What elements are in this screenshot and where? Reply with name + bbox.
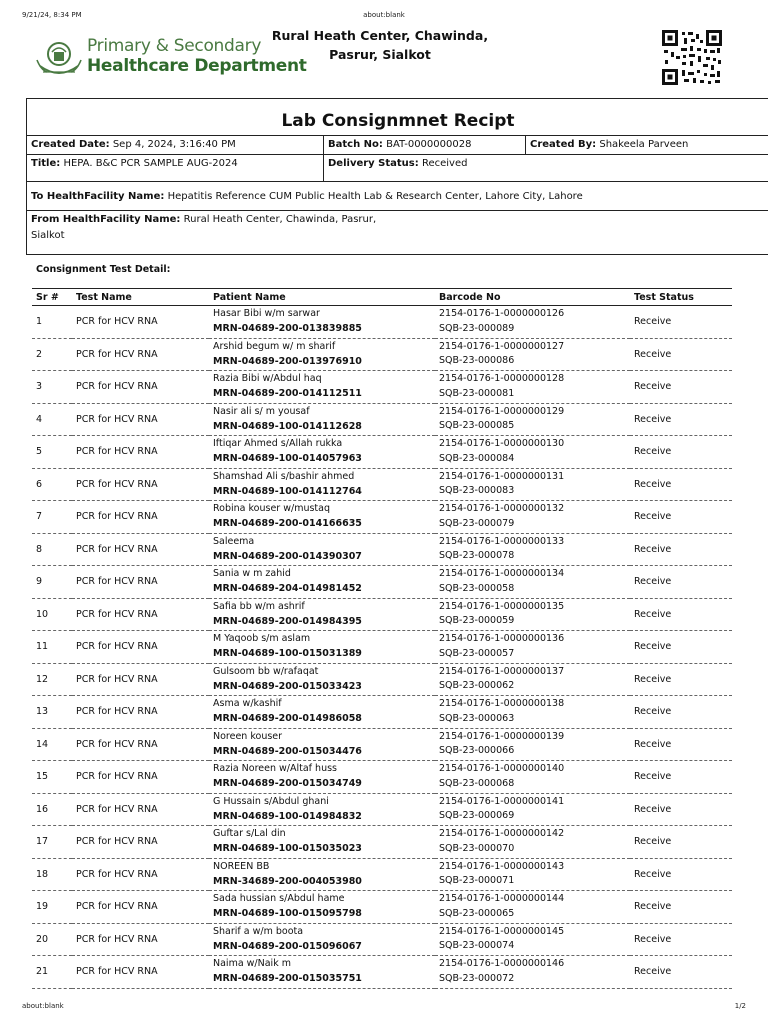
column-header-barcode: Barcode No [435,289,630,306]
footer-page-number: 1/2 [734,1002,746,1010]
patient-name: Sada hussian s/Abdul hame [213,893,345,905]
sample-code: SQB-23-000066 [439,745,515,757]
patient-name: Razia Bibi w/Abdul haq [213,373,322,385]
table-row [32,338,732,371]
created-by-cell [525,136,768,154]
patient-name: Asma w/kashif [213,698,282,710]
patient-name: Sania w m zahid [213,568,291,580]
cell-sr: 5 [32,436,72,469]
cell-patient [209,663,435,696]
cell-test-name: PCR for HCV RNA [72,923,209,956]
cell-sr: 6 [32,468,72,501]
patient-mrn: MRN-04689-200-015034476 [213,745,362,757]
created-date-cell [27,136,323,154]
logo-line2: Healthcare Department [87,56,307,76]
cell-test-name: PCR for HCV RNA [72,663,209,696]
cell-sr: 2 [32,338,72,371]
column-header-test-name: Test Name [72,289,209,306]
cell-barcode [435,793,630,826]
delivery-status-value: Received [421,158,468,169]
cell-sr: 3 [32,371,72,404]
barcode-number: 2154-0176-1-0000000132 [439,503,565,515]
barcode-number: 2154-0176-1-0000000126 [439,308,565,320]
sample-code: SQB-23-000070 [439,842,515,854]
sample-code: SQB-23-000083 [439,485,515,497]
patient-name: G Hussain s/Abdul ghani [213,795,329,807]
cell-patient [209,891,435,924]
to-facility-cell [27,188,768,205]
table-row [32,566,732,599]
cell-test-name: PCR for HCV RNA [72,436,209,469]
barcode-number: 2154-0176-1-0000000128 [439,373,565,385]
cell-barcode [435,371,630,404]
patient-mrn: MRN-04689-100-015035023 [213,843,362,855]
title-label: Title: [31,158,61,169]
barcode-number: 2154-0176-1-0000000127 [439,340,565,352]
patient-name: Sharif a w/m boota [213,925,304,937]
sample-code: SQB-23-000072 [439,972,515,984]
cell-test-status: Receive [630,663,732,696]
footer-url: about:blank [22,1002,64,1010]
cell-patient [209,728,435,761]
section-title: Consignment Test Detail: [36,264,171,275]
cell-barcode [435,338,630,371]
sample-code: SQB-23-000085 [439,420,515,432]
table-header-row [32,289,732,306]
table-row [32,793,732,826]
patient-mrn: MRN-04689-204-014981452 [213,583,362,595]
table-row [32,663,732,696]
print-url: about:blank [363,11,405,19]
facility-heading-line1: Rural Heath Center, Chawinda, [271,28,489,43]
sample-code: SQB-23-000058 [439,582,515,594]
patient-name: Noreen kouser [213,730,283,742]
delivery-status-cell [323,155,768,181]
receipt-row-from [27,211,768,254]
batch-no-cell [323,136,525,154]
barcode-number: 2154-0176-1-0000000138 [439,698,565,710]
cell-test-status: Receive [630,761,732,794]
cell-test-status: Receive [630,566,732,599]
cell-test-name: PCR for HCV RNA [72,598,209,631]
cell-test-status: Receive [630,338,732,371]
barcode-number: 2154-0176-1-0000000130 [439,438,565,450]
cell-sr: 14 [32,728,72,761]
cell-patient [209,956,435,989]
barcode-number: 2154-0176-1-0000000146 [439,958,565,970]
sample-code: SQB-23-000071 [439,875,515,887]
cell-barcode [435,891,630,924]
cell-sr: 7 [32,501,72,534]
cell-barcode [435,403,630,436]
cell-sr: 16 [32,793,72,826]
cell-sr: 20 [32,923,72,956]
cell-test-status: Receive [630,371,732,404]
patient-mrn: MRN-04689-200-014112511 [213,388,362,400]
cell-test-name: PCR for HCV RNA [72,696,209,729]
table-row [32,598,732,631]
facility-heading-line2: Pasrur, Sialkot [329,47,431,62]
cell-patient [209,696,435,729]
table-row [32,728,732,761]
punjab-emblem-icon [34,36,84,78]
barcode-number: 2154-0176-1-0000000134 [439,568,565,580]
patient-mrn: MRN-04689-200-015035751 [213,973,362,985]
table-row [32,403,732,436]
patient-mrn: MRN-04689-100-015095798 [213,908,362,920]
patient-mrn: MRN-04689-200-015096067 [213,940,362,952]
cell-sr: 1 [32,306,72,339]
table-row [32,501,732,534]
sample-code: SQB-23-000078 [439,550,515,562]
cell-test-name: PCR for HCV RNA [72,761,209,794]
cell-test-name: PCR for HCV RNA [72,956,209,989]
cell-sr: 17 [32,826,72,859]
cell-patient [209,631,435,664]
cell-barcode [435,923,630,956]
sample-code: SQB-23-000057 [439,647,515,659]
cell-patient [209,468,435,501]
qr-code-icon [662,30,722,85]
created-date-value: Sep 4, 2024, 3:16:40 PM [112,139,236,150]
patient-name: Hasar Bibi w/m sarwar [213,308,320,320]
department-logo [34,34,307,82]
table-row [32,761,732,794]
sample-code: SQB-23-000089 [439,322,515,334]
patient-name: Guftar s/Lal din [213,828,286,840]
created-by-label: Created By: [530,139,597,150]
cell-test-status: Receive [630,891,732,924]
cell-barcode [435,501,630,534]
created-by-value: Shakeela Parveen [599,139,689,150]
cell-sr: 13 [32,696,72,729]
patient-name: Razia Noreen w/Altaf huss [213,763,337,775]
patient-mrn: MRN-04689-200-014984395 [213,615,362,627]
patient-name: Gulsoom bb w/rafaqat [213,665,319,677]
barcode-number: 2154-0176-1-0000000142 [439,828,565,840]
cell-patient [209,436,435,469]
sample-code: SQB-23-000084 [439,452,515,464]
cell-test-name: PCR for HCV RNA [72,891,209,924]
cell-barcode [435,728,630,761]
cell-test-name: PCR for HCV RNA [72,631,209,664]
batch-no-value: BAT-0000000028 [386,139,472,150]
cell-test-name: PCR for HCV RNA [72,533,209,566]
cell-barcode [435,858,630,891]
cell-test-status: Receive [630,696,732,729]
patient-mrn: MRN-04689-100-015031389 [213,648,362,660]
cell-sr: 15 [32,761,72,794]
sample-code: SQB-23-000065 [439,907,515,919]
cell-barcode [435,761,630,794]
barcode-number: 2154-0176-1-0000000133 [439,535,565,547]
patient-name: Safia bb w/m ashrif [213,600,305,612]
patient-mrn: MRN-04689-200-014986058 [213,713,362,725]
cell-patient [209,403,435,436]
cell-test-name: PCR for HCV RNA [72,306,209,339]
from-facility-value-line2: Sialkot [31,230,65,241]
cell-test-status: Receive [630,728,732,761]
receipt-title: Lab Consignmnet Recipt [27,99,768,136]
cell-test-name: PCR for HCV RNA [72,728,209,761]
cell-test-name: PCR for HCV RNA [72,403,209,436]
cell-barcode [435,468,630,501]
created-date-label: Created Date: [31,139,110,150]
patient-mrn: MRN-04689-100-014112628 [213,420,362,432]
cell-test-status: Receive [630,858,732,891]
table-body [32,306,732,989]
to-facility-value: Hepatitis Reference CUM Public Health Lab & Research Center, Lahore City, Lahore [167,190,583,202]
cell-test-name: PCR for HCV RNA [72,858,209,891]
cell-test-status: Receive [630,436,732,469]
patient-name: Robina kouser w/mustaq [213,503,331,515]
cell-test-status: Receive [630,923,732,956]
cell-test-status: Receive [630,956,732,989]
cell-test-name: PCR for HCV RNA [72,338,209,371]
table-row [32,468,732,501]
cell-sr: 21 [32,956,72,989]
cell-patient [209,761,435,794]
cell-sr: 12 [32,663,72,696]
title-value: HEPA. B&C PCR SAMPLE AUG-2024 [63,158,238,169]
cell-test-status: Receive [630,468,732,501]
patient-name: Saleema [213,535,255,547]
cell-sr: 8 [32,533,72,566]
patient-name: Shamshad Ali s/bashir ahmed [213,470,355,482]
table-row [32,371,732,404]
cell-test-status: Receive [630,631,732,664]
sample-code: SQB-23-000081 [439,387,515,399]
cell-test-status: Receive [630,826,732,859]
cell-patient [209,598,435,631]
barcode-number: 2154-0176-1-0000000144 [439,893,565,905]
cell-barcode [435,663,630,696]
table-row [32,631,732,664]
cell-barcode [435,956,630,989]
patient-name: M Yaqoob s/m aslam [213,633,311,645]
table-row [32,858,732,891]
patient-name: NOREEN BB [213,860,270,872]
from-facility-value-line1: Rural Heath Center, Chawinda, Pasrur, [183,214,377,225]
cell-test-status: Receive [630,306,732,339]
cell-test-status: Receive [630,598,732,631]
to-facility-label: To HealthFacility Name: [31,190,165,202]
cell-test-name: PCR for HCV RNA [72,793,209,826]
patient-mrn: MRN-04689-100-014057963 [213,453,362,465]
patient-name: Arshid begum w/ m sharif [213,340,336,352]
barcode-number: 2154-0176-1-0000000137 [439,665,565,677]
cell-test-status: Receive [630,793,732,826]
cell-test-status: Receive [630,403,732,436]
table-row [32,436,732,469]
patient-mrn: MRN-04689-200-013976910 [213,355,362,367]
column-header-patient-name: Patient Name [209,289,435,306]
cell-barcode [435,826,630,859]
column-header-sr: Sr # [32,289,72,306]
receipt-row-to [27,182,768,211]
cell-patient [209,371,435,404]
cell-test-name: PCR for HCV RNA [72,566,209,599]
cell-test-status: Receive [630,501,732,534]
cell-barcode [435,566,630,599]
sample-code: SQB-23-000059 [439,615,515,627]
receipt-box [26,98,768,255]
consignment-test-table [32,288,732,989]
patient-mrn: MRN-34689-200-004053980 [213,875,362,887]
barcode-number: 2154-0176-1-0000000141 [439,795,565,807]
cell-barcode [435,436,630,469]
sample-code: SQB-23-000068 [439,777,515,789]
barcode-number: 2154-0176-1-0000000131 [439,470,565,482]
cell-patient [209,566,435,599]
cell-sr: 4 [32,403,72,436]
sample-code: SQB-23-000086 [439,355,515,367]
cell-test-name: PCR for HCV RNA [72,501,209,534]
patient-mrn: MRN-04689-200-013839885 [213,323,362,335]
print-datetime: 9/21/24, 8:34 PM [22,11,82,19]
patient-mrn: MRN-04689-100-014112764 [213,485,362,497]
sample-code: SQB-23-000074 [439,940,515,952]
cell-patient [209,306,435,339]
cell-sr: 19 [32,891,72,924]
cell-sr: 11 [32,631,72,664]
logo-line1: Primary & Secondary [87,36,262,56]
table-row [32,923,732,956]
cell-sr: 18 [32,858,72,891]
sample-code: SQB-23-000062 [439,680,515,692]
barcode-number: 2154-0176-1-0000000143 [439,860,565,872]
sample-code: SQB-23-000079 [439,517,515,529]
barcode-number: 2154-0176-1-0000000140 [439,763,565,775]
cell-patient [209,826,435,859]
barcode-number: 2154-0176-1-0000000136 [439,633,565,645]
table-row [32,956,732,989]
patient-mrn: MRN-04689-200-015033423 [213,680,362,692]
patient-mrn: MRN-04689-200-014166635 [213,518,362,530]
table-row [32,533,732,566]
cell-patient [209,338,435,371]
barcode-number: 2154-0176-1-0000000129 [439,405,565,417]
title-cell [27,155,323,181]
cell-barcode [435,696,630,729]
receipt-row-title [27,155,768,182]
barcode-number: 2154-0176-1-0000000135 [439,600,565,612]
patient-name: Iftiqar Ahmed s/Allah rukka [213,438,343,450]
cell-barcode [435,598,630,631]
cell-patient [209,793,435,826]
patient-name: Naima w/Naik m [213,958,291,970]
cell-patient [209,501,435,534]
sample-code: SQB-23-000063 [439,712,515,724]
barcode-number: 2154-0176-1-0000000139 [439,730,565,742]
cell-test-name: PCR for HCV RNA [72,826,209,859]
column-header-test-status: Test Status [630,289,732,306]
barcode-number: 2154-0176-1-0000000145 [439,925,565,937]
cell-patient [209,858,435,891]
from-facility-cell [27,211,768,247]
patient-mrn: MRN-04689-100-014984832 [213,810,362,822]
patient-mrn: MRN-04689-200-015034749 [213,778,362,790]
table-row [32,306,732,339]
cell-patient [209,533,435,566]
cell-sr: 9 [32,566,72,599]
cell-barcode [435,306,630,339]
from-facility-label: From HealthFacility Name: [31,214,181,225]
receipt-row-meta [27,136,768,155]
patient-name: Nasir ali s/ m yousaf [213,405,310,417]
cell-test-name: PCR for HCV RNA [72,371,209,404]
patient-mrn: MRN-04689-200-014390307 [213,550,362,562]
batch-no-label: Batch No: [328,139,383,150]
cell-test-name: PCR for HCV RNA [72,468,209,501]
cell-barcode [435,533,630,566]
cell-patient [209,923,435,956]
cell-test-status: Receive [630,533,732,566]
table-row [32,696,732,729]
facility-heading [260,26,500,64]
table-row [32,891,732,924]
delivery-status-label: Delivery Status: [328,158,419,169]
cell-sr: 10 [32,598,72,631]
cell-barcode [435,631,630,664]
sample-code: SQB-23-000069 [439,810,515,822]
table-row [32,826,732,859]
